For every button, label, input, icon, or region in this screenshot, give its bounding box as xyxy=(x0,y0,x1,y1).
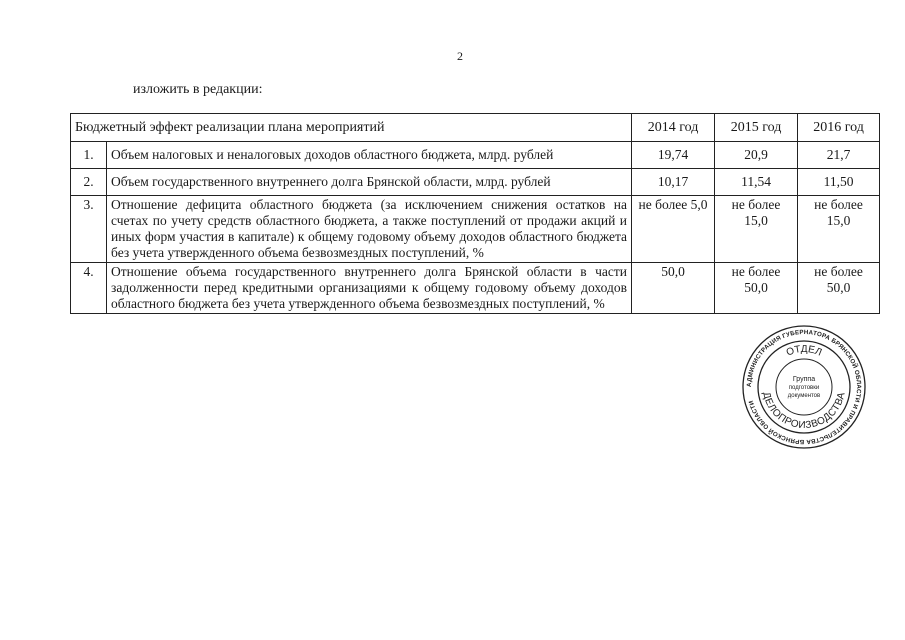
value-2015: не более 50,0 xyxy=(715,263,798,314)
value-2014: 19,74 xyxy=(632,142,715,169)
value-2016: 11,50 xyxy=(798,169,880,196)
svg-text:ОТДЕЛ xyxy=(785,344,823,359)
row-number: 1. xyxy=(71,142,107,169)
value-2014: не более 5,0 xyxy=(632,196,715,263)
value-2015: 20,9 xyxy=(715,142,798,169)
stamp-center-line-2: подготовки xyxy=(788,385,820,391)
value-2015: 11,54 xyxy=(715,169,798,196)
office-seal-stamp xyxy=(741,324,867,450)
value-2015: не более 15,0 xyxy=(715,196,798,263)
intro-text: изложить в редакции: xyxy=(133,82,263,97)
table-row xyxy=(71,263,880,314)
stamp-outer-text: АДМИНИСТРАЦИЯ ГУБЕРНАТОРА БРЯНСКОЙ ОБЛАСТИ И ПРАВИТЕЛЬСТВА БРЯНСКОЙ ОБЛАСТИ xyxy=(745,328,863,446)
value-2016: не более 15,0 xyxy=(798,196,880,263)
row-description: Отношение объема государственного внутреннего долга Брянской области в части задолженности перед кредитными организациями к общему годовому объему доходов областного бюджета без учета утвержденного объема безвозмездных поступлений, % xyxy=(107,263,632,314)
table-row xyxy=(71,142,880,169)
table-row xyxy=(71,169,880,196)
row-description: Объем государственного внутреннего долга Брянской области, млрд. рублей xyxy=(107,169,632,196)
budget-effect-table xyxy=(70,113,880,314)
header-year-2016: 2016 год xyxy=(798,114,880,142)
header-year-2014: 2014 год xyxy=(632,114,715,142)
row-number: 2. xyxy=(71,169,107,196)
table-header-row xyxy=(71,114,880,142)
table-row xyxy=(71,196,880,263)
stamp-center-line-3: документов xyxy=(787,393,821,399)
stamp-bottom-text: ДЕЛОПРОИЗВОДСТВА xyxy=(760,390,848,432)
value-2014: 10,17 xyxy=(632,169,715,196)
value-2016: 21,7 xyxy=(798,142,880,169)
page-number: 2 xyxy=(457,49,463,63)
header-title: Бюджетный эффект реализации плана мероприятий xyxy=(71,114,632,142)
value-2016: не более 50,0 xyxy=(798,263,880,314)
row-number: 3. xyxy=(71,196,107,263)
row-description: Объем налоговых и неналоговых доходов областного бюджета, млрд. рублей xyxy=(107,142,632,169)
stamp-top-text: ОТДЕЛ xyxy=(784,343,824,359)
row-number: 4. xyxy=(71,263,107,314)
row-description: Отношение дефицита областного бюджета (за исключением снижения остатков на счетах по учету средств областного бюджета, а также поступлений от продажи акций и иных форм участия в капитале) к общему годовому объему доходов областного бюджета без учета утвержденного объема безвозмездных поступлений, % xyxy=(107,196,632,263)
header-year-2015: 2015 год xyxy=(715,114,798,142)
stamp-center-line-1: Группа xyxy=(792,376,816,383)
value-2014: 50,0 xyxy=(632,263,715,314)
